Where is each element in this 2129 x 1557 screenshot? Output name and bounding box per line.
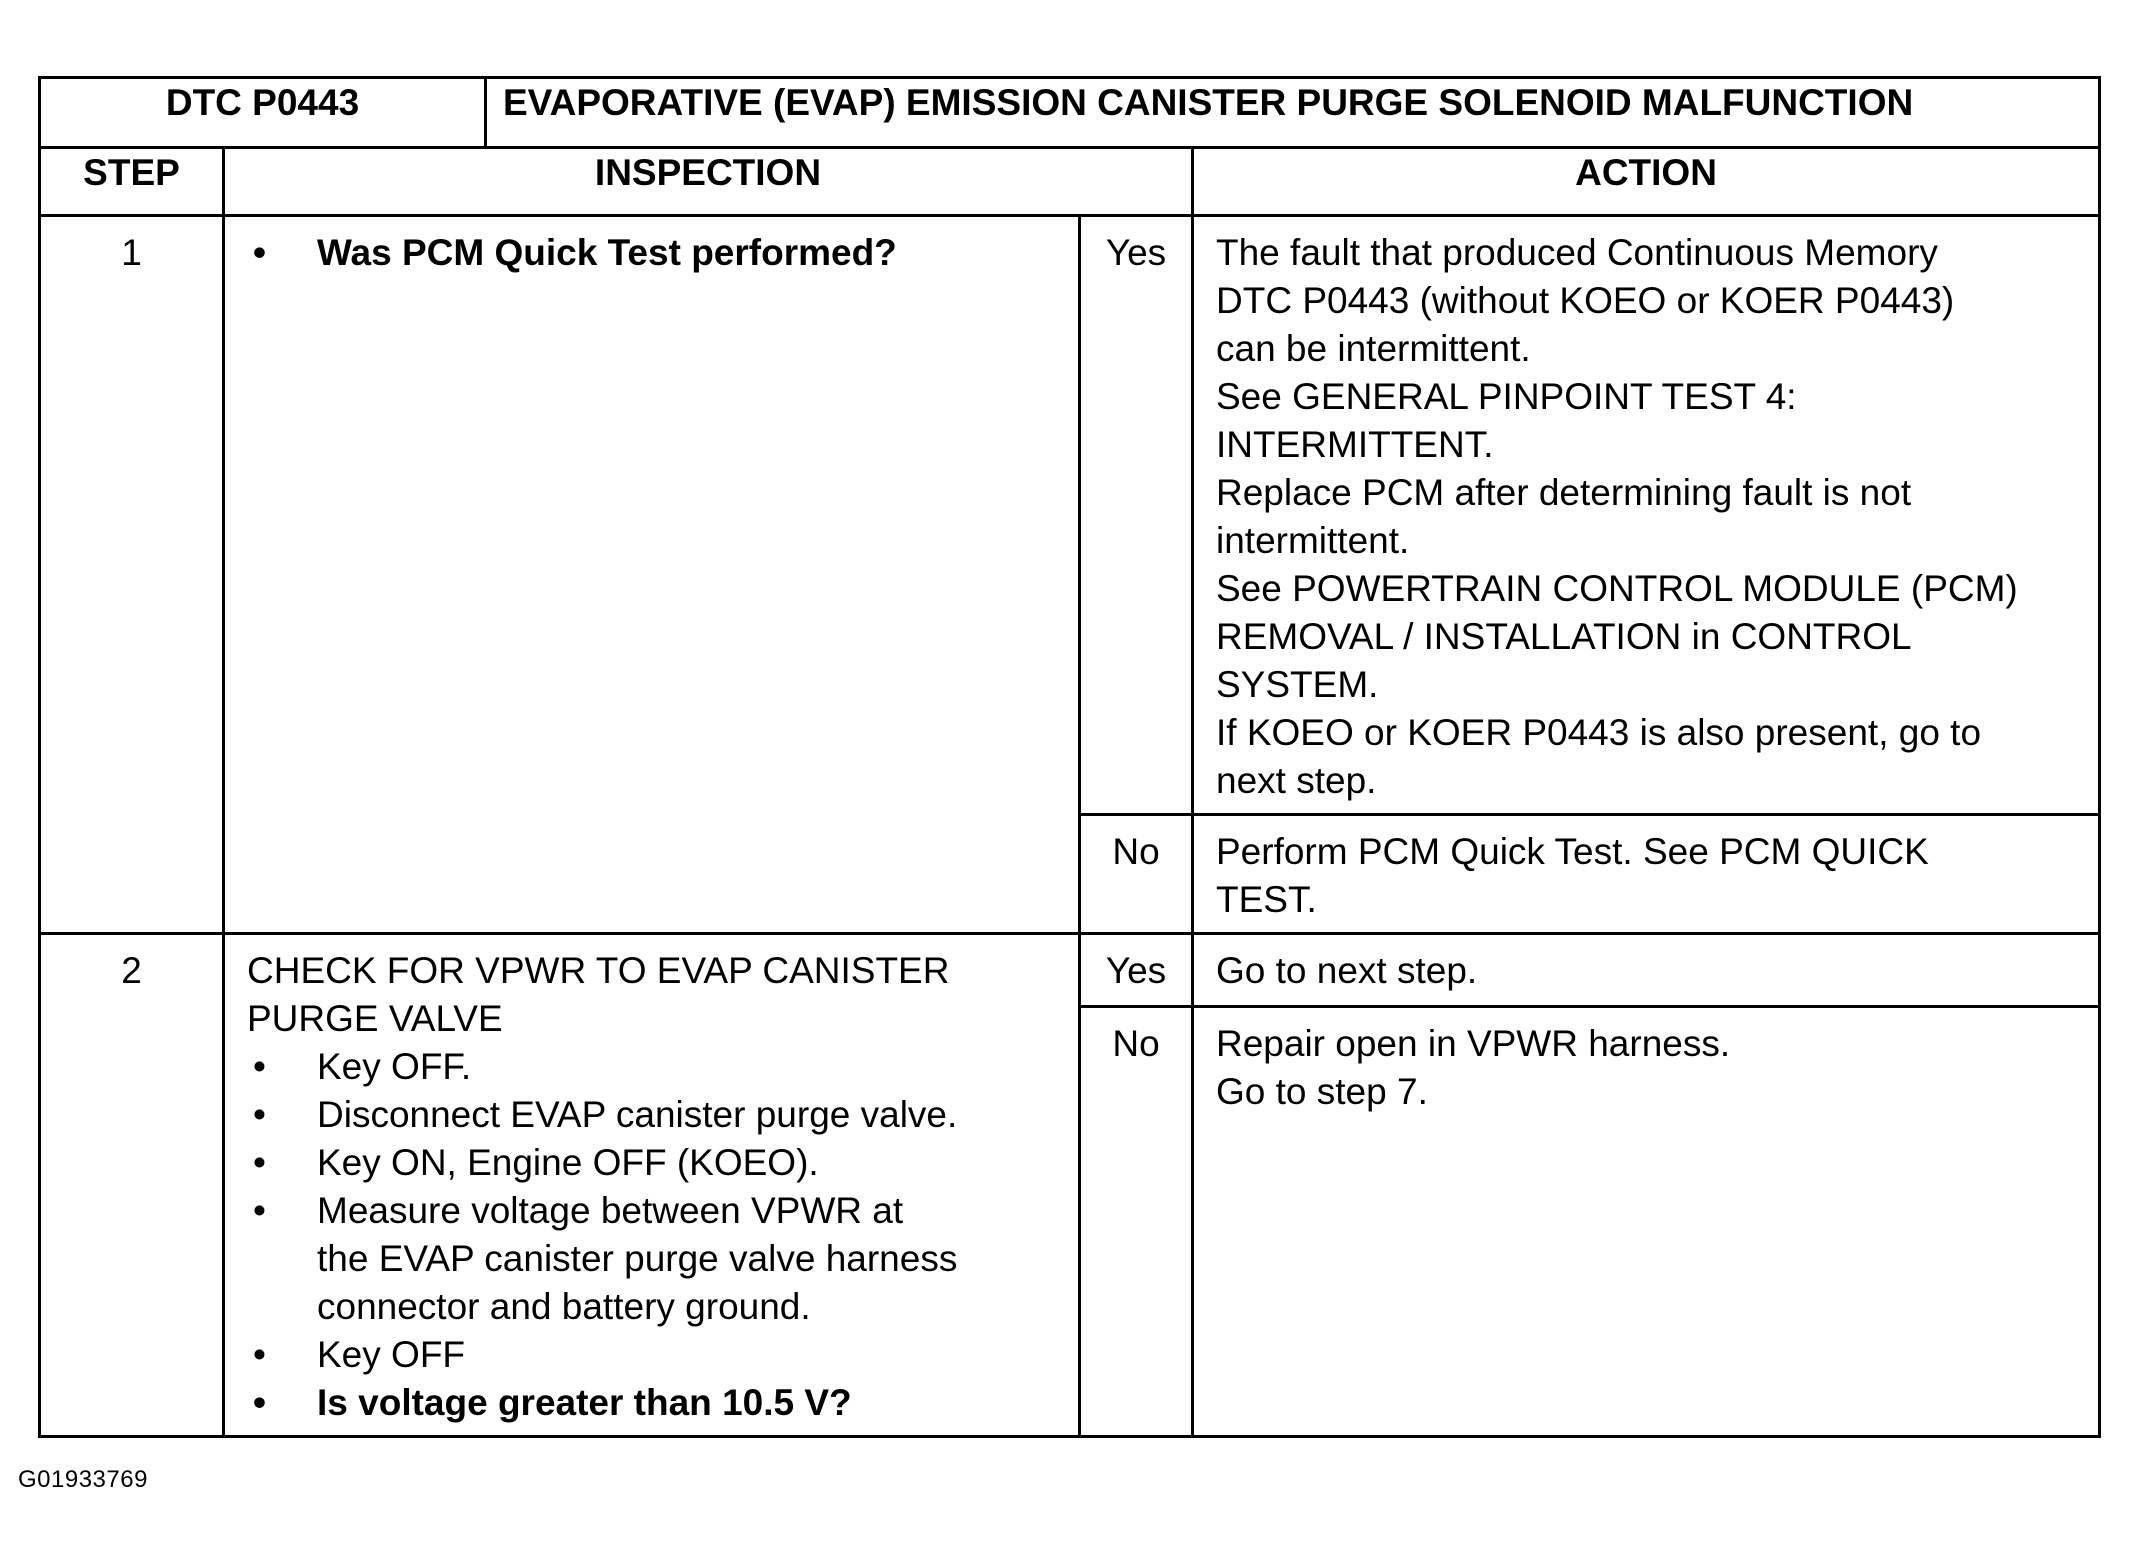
answer-yes-label: Yes: [1080, 934, 1193, 1007]
action-line: Go to next step.: [1216, 950, 1478, 991]
inspection-bullet-list: [247, 1043, 1060, 1427]
action-line: Replace PCM after determining fault is not: [1216, 472, 1912, 513]
action-line: next step.: [1216, 760, 1377, 801]
action-line: INTERMITTENT.: [1216, 424, 1494, 465]
inspection-bullet: • Key ON, Engine OFF (KOEO).: [247, 1139, 1060, 1187]
step-number: 2: [40, 934, 224, 1437]
diagnostic-table: [38, 76, 2101, 1438]
action-line: See POWERTRAIN CONTROL MODULE (PCM): [1216, 568, 2018, 609]
dtc-code: DTC P0443: [40, 78, 486, 148]
answer-no-label: No: [1080, 1006, 1193, 1436]
column-header-step: STEP: [40, 148, 224, 216]
step-1-yes-action: [1193, 216, 2100, 815]
action-line: Perform PCM Quick Test. See PCM QUICK: [1216, 831, 1929, 872]
inspection-bullet: [247, 1187, 1060, 1331]
inspection-bullet: • Key OFF: [247, 1331, 1060, 1379]
bullet-line: • Measure voltage between VPWR at: [317, 1190, 904, 1231]
column-header-row: [40, 148, 2100, 216]
action-line: can be intermittent.: [1216, 328, 1531, 369]
column-header-inspection: INSPECTION: [224, 148, 1193, 216]
inspection-heading-line: PURGE VALVE: [247, 998, 503, 1039]
action-line: DTC P0443 (without KOEO or KOER P0443): [1216, 280, 1955, 321]
bullet-line: connector and battery ground.: [317, 1286, 811, 1327]
action-line: TEST.: [1216, 879, 1317, 920]
column-header-action: ACTION: [1193, 148, 2100, 216]
figure-id: G01933769: [18, 1466, 148, 1493]
action-line: Repair open in VPWR harness.: [1216, 1022, 1731, 1064]
step-2-no-action: [1193, 1006, 2100, 1436]
step-2-yes-action: [1193, 934, 2100, 1007]
step-2-inspection: [224, 934, 1080, 1437]
step-2-yes-row: [40, 934, 2100, 1007]
action-line: SYSTEM.: [1216, 664, 1379, 705]
title-row: [40, 78, 2100, 148]
action-line: If KOEO or KOER P0443 is also present, go to: [1216, 712, 1982, 753]
answer-yes-label: Yes: [1080, 216, 1193, 815]
bullet-line: the EVAP canister purge valve harness: [317, 1238, 958, 1279]
inspection-bullet-list: [247, 229, 1060, 277]
answer-no-label: No: [1080, 815, 1193, 934]
inspection-question: • Was PCM Quick Test performed?: [247, 229, 1060, 277]
action-line: intermittent.: [1216, 520, 1410, 561]
inspection-bullet: • Disconnect EVAP canister purge valve.: [247, 1091, 1060, 1139]
step-1-no-action: [1193, 815, 2100, 934]
step-1-inspection: [224, 216, 1080, 934]
inspection-question: • Is voltage greater than 10.5 V?: [247, 1379, 1060, 1427]
action-line: Go to step 7.: [1216, 1070, 1428, 1112]
action-line: The fault that produced Continuous Memory: [1216, 232, 1938, 273]
step-1-yes-row: [40, 216, 2100, 815]
action-line: REMOVAL / INSTALLATION in CONTROL: [1216, 616, 1912, 657]
step-number: 1: [40, 216, 224, 934]
inspection-bullet: • Key OFF.: [247, 1043, 1060, 1091]
inspection-heading-line: CHECK FOR VPWR TO EVAP CANISTER: [247, 950, 950, 991]
dtc-title: EVAPORATIVE (EVAP) EMISSION CANISTER PURGE SOLENOID MALFUNCTION: [486, 78, 2100, 148]
action-line: See GENERAL PINPOINT TEST 4:: [1216, 376, 1797, 417]
